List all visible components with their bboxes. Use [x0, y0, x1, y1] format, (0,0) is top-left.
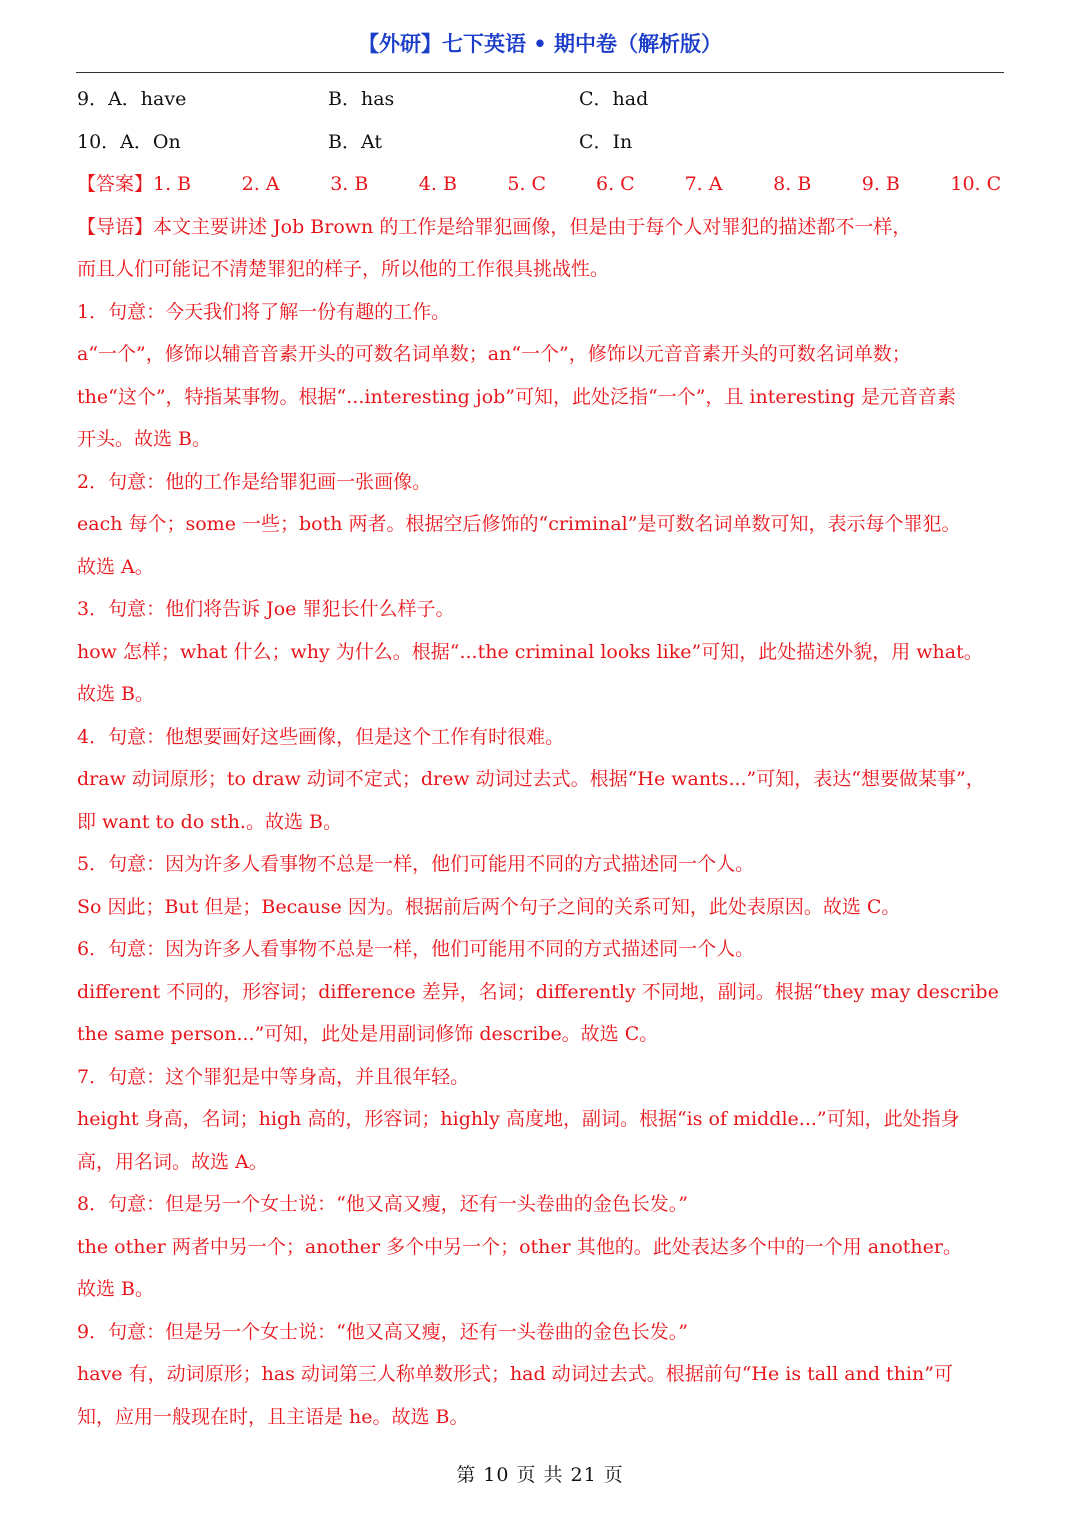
answer-item: 10. C — [950, 173, 1002, 195]
question-translation: 9．句意：但是另一个女士说：“他又高又瘦，还有一头卷曲的金色长发。” — [77, 1320, 689, 1343]
page-number-footer: 第 10 页 共 21 页 — [456, 1464, 624, 1486]
explanation-line: how 怎样；what 什么；why 为什么。根据“...the criminal looks like”可知，此处描述外貌，用 what。 — [77, 640, 983, 663]
explanation-line: 故选 B。 — [77, 683, 155, 705]
explanation-line: 高，用名词。故选 A。 — [77, 1150, 268, 1173]
answer-item: 9. B — [861, 173, 900, 195]
explanation-line: draw 动词原形；to draw 动词不定式；drew 动词过去式。根据“He wants...”可知，表达“想要做某事”， — [77, 768, 985, 790]
question-translation: 2．句意：他的工作是给罪犯画一张画像。 — [77, 470, 432, 493]
question-translation: 4．句意：他想要画好这些画像，但是这个工作有时很难。 — [77, 725, 565, 748]
explanation-line: So 因此；But 但是；Because 因为。根据前后两个句子之间的关系可知，此处表原因。故选 C。 — [77, 895, 901, 918]
question-translation: 8．句意：但是另一个女士说：“他又高又瘦，还有一头卷曲的金色长发。” — [77, 1193, 689, 1215]
option-c: C．had — [579, 88, 649, 110]
answer-key-row — [77, 167, 1007, 210]
answer-item: 8. B — [773, 173, 812, 195]
explanation-line: have 有，动词原形；has 动词第三人称单数形式；had 动词过去式。根据前句“He is tall and thin”可 — [77, 1363, 953, 1385]
explanation-line: 即 want to do sth.。故选 B。 — [77, 810, 342, 833]
explanation-line: each 每个；some 一些；both 两者。根据空后修饰的“criminal”是可数名词单数可知，表示每个罪犯。 — [77, 513, 961, 535]
answer-item: 4. B — [418, 173, 457, 195]
option-b: B．At — [328, 130, 382, 153]
answer-key-label: 【答案】 — [77, 173, 154, 195]
answer-item: 5. C — [507, 173, 547, 195]
option-c: C．In — [579, 130, 633, 153]
question-translation: 5．句意：因为许多人看事物不总是一样，他们可能用不同的方式描述同一个人。 — [77, 853, 755, 875]
question-translation: 7．句意：这个罪犯是中等身高，并且很年轻。 — [77, 1065, 470, 1088]
option-a: 10．A．On — [77, 130, 181, 153]
header-divider — [76, 72, 1004, 73]
explanation-line: 故选 A。 — [77, 555, 154, 578]
explanation-line: height 身高，名词；high 高的，形容词；highly 高度地，副词。根据“is of middle...”可知，此处指身 — [77, 1108, 960, 1130]
answer-item: 6. C — [595, 173, 635, 195]
answer-item: 2. A — [241, 173, 280, 195]
explanation-line: different 不同的，形容词；difference 差异，名词；differently 不同地，副词。根据“they may describe — [77, 980, 999, 1003]
explanation-line: 知，应用一般现在时，且主语是 he。故选 B。 — [77, 1405, 469, 1428]
explanation-line: the“这个”，特指某事物。根据“...interesting job”可知，此处泛指“一个”，且 interesting 是元音音素 — [77, 385, 956, 408]
option-b: B．has — [328, 88, 395, 110]
document-body — [77, 82, 1007, 1442]
question-translation: 3．句意：他们将告诉 Joe 罪犯长什么样子。 — [77, 598, 455, 620]
options-row-10 — [77, 125, 1007, 168]
intro-line: 而且人们可能记不清楚罪犯的样子，所以他的工作很具挑战性。 — [77, 258, 610, 280]
answer-item: 3. B — [330, 173, 369, 195]
answer-item: 1. B — [153, 173, 192, 195]
option-a: 9．A．have — [77, 88, 187, 110]
explanation-line: the same person...”可知，此处是用副词修饰 describe。故选 C。 — [77, 1023, 659, 1045]
explanation-line: the other 两者中另一个；another 多个中另一个；other 其他的。此处表达多个中的一个用 another。 — [77, 1235, 962, 1258]
answer-item: 7. A — [684, 173, 723, 195]
page-header-title: 【外研】七下英语 • 期中卷（解析版） — [357, 32, 723, 56]
question-translation: 1．句意：今天我们将了解一份有趣的工作。 — [77, 300, 451, 323]
explanation-line: 开头。故选 B。 — [77, 428, 212, 450]
options-row-9 — [77, 82, 1007, 125]
question-translation: 6．句意：因为许多人看事物不总是一样，他们可能用不同的方式描述同一个人。 — [77, 938, 755, 960]
explanation-line: a“一个”，修饰以辅音音素开头的可数名词单数；an“一个”，修饰以元音音素开头的可数名词单数； — [77, 343, 911, 365]
explanation-line: 故选 B。 — [77, 1278, 155, 1300]
intro-line: 【导语】本文主要讲述 Job Brown 的工作是给罪犯画像，但是由于每个人对罪犯的描述都不一样， — [77, 215, 912, 238]
